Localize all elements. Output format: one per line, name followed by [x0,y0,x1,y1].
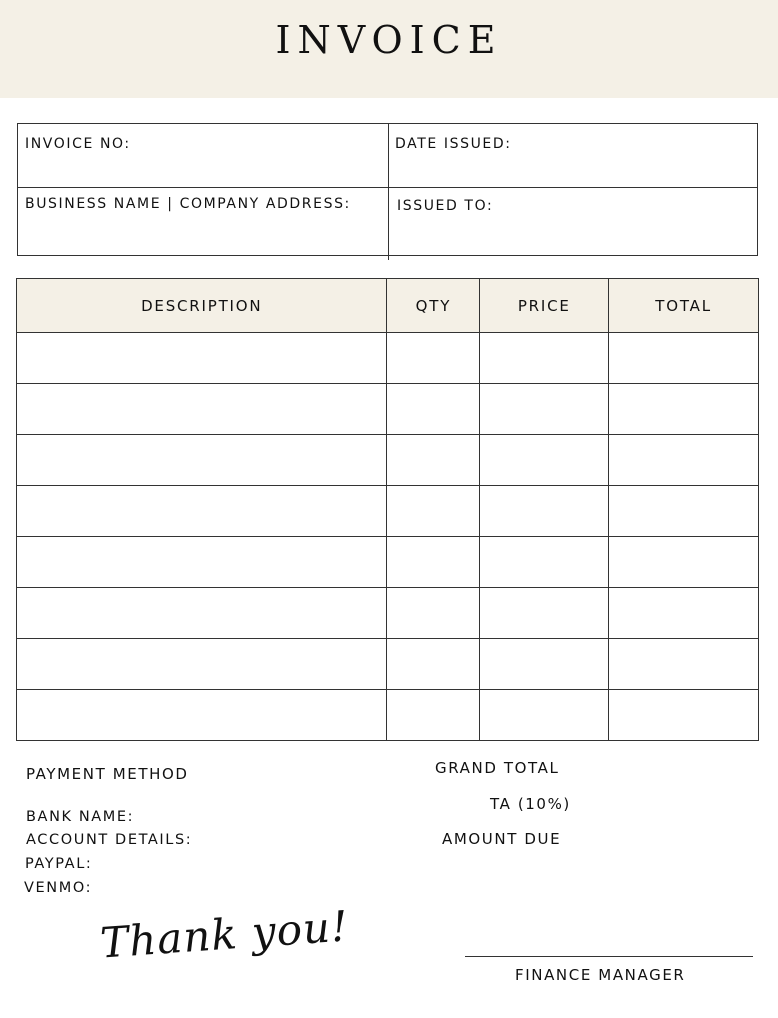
table-header-row [17,279,759,333]
table-row [17,486,759,537]
cell-price [480,588,609,639]
invoice-info-box [17,123,758,256]
cell-price [480,384,609,435]
cell-total [609,333,759,384]
info-divider-horizontal [18,187,757,188]
cell-description [17,384,387,435]
column-header-price: PRICE [480,279,609,333]
table-row [17,639,759,690]
cell-description [17,690,387,741]
column-header-description: DESCRIPTION [17,279,387,333]
bank-name-label: BANK NAME: [26,809,135,825]
date-issued-label: DATE ISSUED: [395,136,512,152]
table-row [17,435,759,486]
cell-qty [387,690,480,741]
items-table [16,278,759,741]
business-name-label: BUSINESS NAME | COMPANY ADDRESS: [25,196,351,212]
cell-total [609,384,759,435]
column-header-qty: QTY [387,279,480,333]
info-divider-vertical [388,124,389,260]
table-row [17,384,759,435]
cell-total [609,588,759,639]
cell-qty [387,537,480,588]
page-title: INVOICE [275,18,503,62]
tax-label: TA (10%) [490,795,571,813]
table-row [17,537,759,588]
cell-description [17,639,387,690]
cell-total [609,435,759,486]
cell-price [480,690,609,741]
cell-total [609,486,759,537]
table-row [17,588,759,639]
cell-qty [387,588,480,639]
issued-to-label: ISSUED TO: [397,198,494,214]
grand-total-label: GRAND TOTAL [435,759,560,777]
column-header-total: TOTAL [609,279,759,333]
cell-description [17,537,387,588]
cell-total [609,690,759,741]
cell-price [480,435,609,486]
cell-description [17,333,387,384]
finance-manager-label: FINANCE MANAGER [515,966,686,984]
cell-qty [387,486,480,537]
table-row [17,333,759,384]
cell-qty [387,435,480,486]
cell-total [609,639,759,690]
amount-due-label: AMOUNT DUE [442,830,562,848]
cell-qty [387,639,480,690]
invoice-no-label: INVOICE NO: [25,136,131,152]
payment-method-heading: PAYMENT METHOD [26,765,189,783]
venmo-label: VENMO: [24,880,93,896]
signature-line [465,956,753,957]
cell-price [480,639,609,690]
cell-description [17,435,387,486]
cell-total [609,537,759,588]
cell-qty [387,333,480,384]
table-body [17,333,759,741]
account-details-label: ACCOUNT DETAILS: [26,832,193,848]
cell-description [17,486,387,537]
cell-price [480,486,609,537]
cell-price [480,333,609,384]
thank-you-note: Thank you! [98,901,351,968]
cell-qty [387,384,480,435]
paypal-label: PAYPAL: [25,856,93,872]
table-row [17,690,759,741]
cell-price [480,537,609,588]
cell-description [17,588,387,639]
